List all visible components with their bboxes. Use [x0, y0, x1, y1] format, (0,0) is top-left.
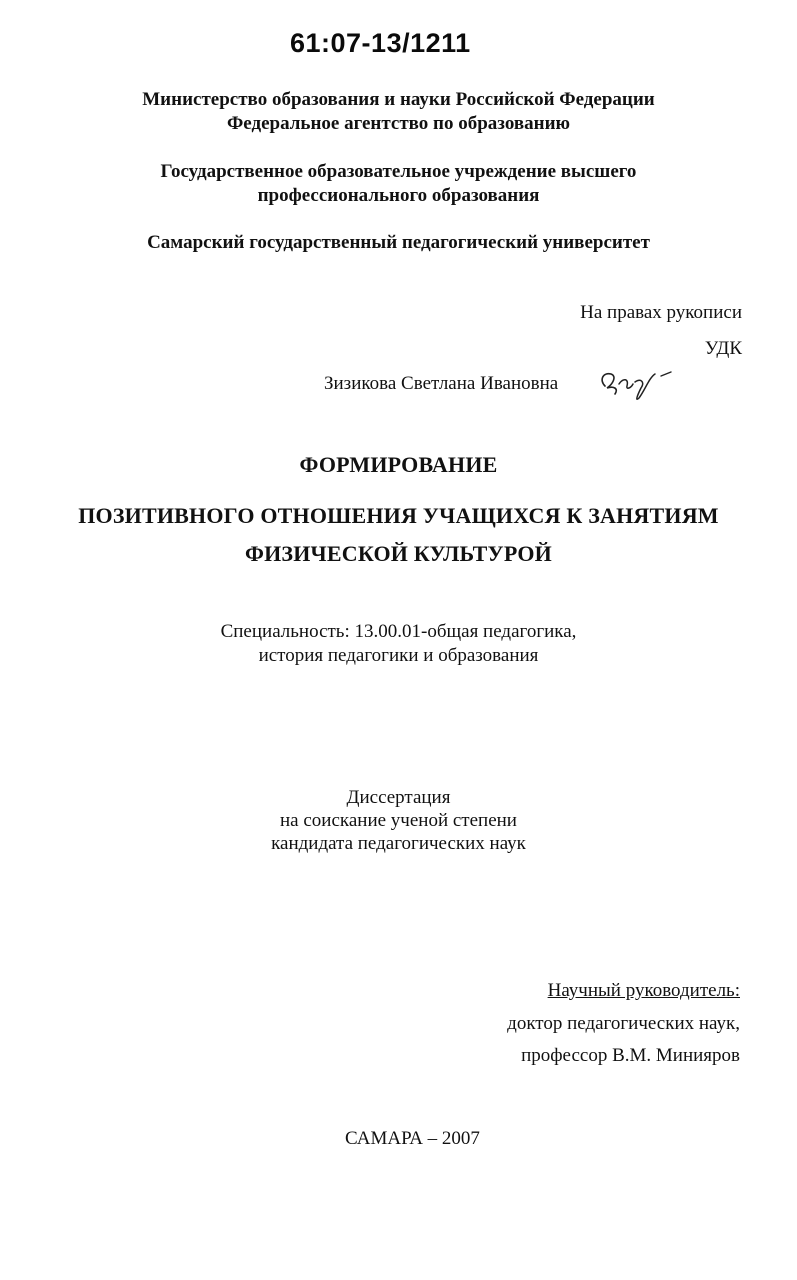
- dissertation-degree-line-1: на соискание ученой степени: [280, 810, 517, 831]
- archive-stamp-number: 61:07-13/1211: [290, 28, 471, 58]
- author-name: Зизикова Светлана Ивановна: [324, 373, 559, 394]
- supervisor-name: профессор В.М. Минияров: [521, 1045, 740, 1066]
- university-line: Самарский государственный педагогический университет: [147, 232, 650, 253]
- supervisor-degree: доктор педагогических наук,: [507, 1013, 740, 1034]
- specialty-line-1: Специальность: 13.00.01-общая педагогика,: [220, 621, 577, 642]
- ministry-line: Министерство образования и науки Российской Федерации: [142, 89, 655, 110]
- institution-line-1: Государственное образовательное учреждение высшего: [160, 161, 637, 182]
- specialty-line-2: история педагогики и образования: [258, 645, 539, 666]
- dissertation-degree-line-2: кандидата педагогических наук: [271, 833, 526, 854]
- agency-line: Федеральное агентство по образованию: [226, 113, 571, 134]
- thesis-title-line-1: ФОРМИРОВАНИЕ: [299, 452, 498, 477]
- institution-line-2: профессионального образования: [257, 185, 540, 206]
- thesis-title-line-2: ПОЗИТИВНОГО ОТНОШЕНИЯ УЧАЩИХСЯ К ЗАНЯТИЯМ: [78, 503, 719, 528]
- thesis-title-line-3: ФИЗИЧЕСКОЙ КУЛЬТУРОЙ: [245, 541, 552, 566]
- manuscript-rights: На правах рукописи: [580, 302, 742, 323]
- author-signature: [595, 364, 685, 408]
- supervisor-label: Научный руководитель:: [547, 980, 740, 1001]
- dissertation-label: Диссертация: [346, 787, 451, 808]
- udk-label: УДК: [704, 338, 742, 359]
- city-year: САМАРА – 2007: [345, 1128, 480, 1149]
